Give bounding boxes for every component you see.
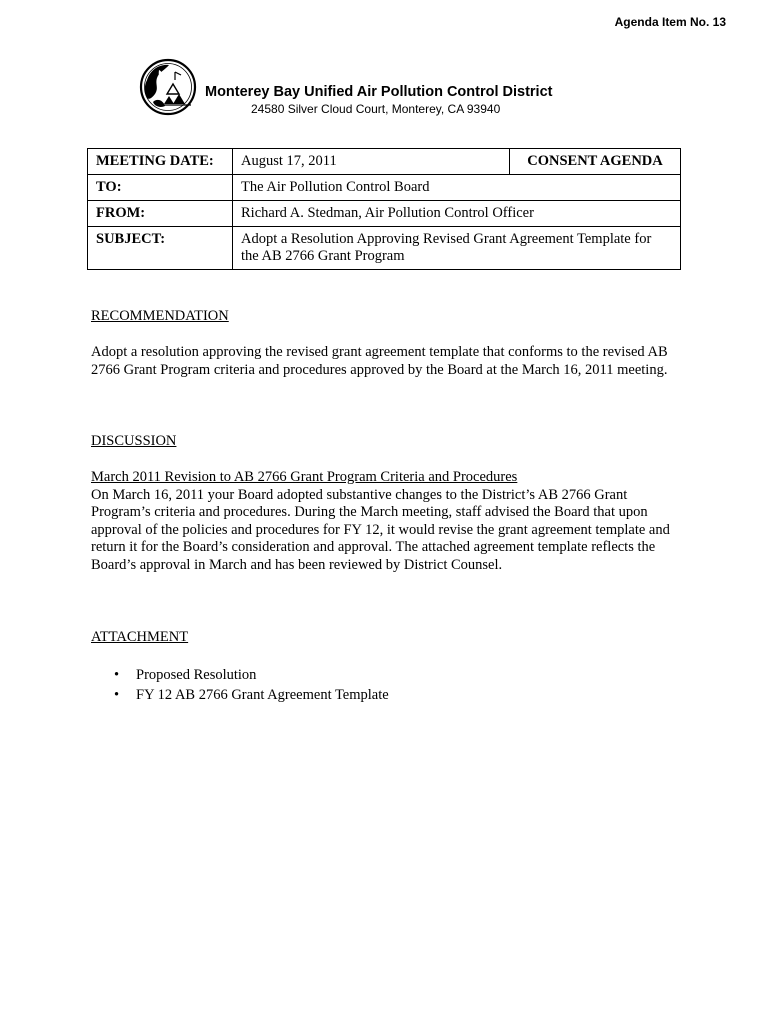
to-row [88, 175, 681, 201]
subject-row [88, 227, 681, 270]
agenda-item-number: Agenda Item No. 13 [614, 15, 726, 29]
meeting-date-row [88, 149, 681, 175]
attachment-list [91, 666, 389, 705]
memo-header-table [87, 148, 681, 270]
from-row [88, 201, 681, 227]
to-value: The Air Pollution Control Board [233, 175, 681, 201]
list-item: • FY 12 AB 2766 Grant Agreement Template [136, 686, 389, 706]
discussion-subheading: March 2011 Revision to AB 2766 Grant Program Criteria and Procedures [91, 469, 518, 485]
agenda-type: CONSENT AGENDA [510, 149, 681, 175]
from-value: Richard A. Stedman, Air Pollution Control Officer [233, 201, 681, 227]
district-seal-icon [139, 58, 197, 116]
discussion-text: On March 16, 2011 your Board adopted substantive changes to the District’s AB 2766 Grant Program’s criteria and procedures. During the March meeting, staff advised the Board that upon approval of the policies and procedures for FY 12, it would revise the grant agreement template and return it for the Board’s consideration and approval. The attached agreement template reflects the Board’s approval in March and has been reviewed by District Counsel. [91, 486, 670, 573]
meeting-date-label: MEETING DATE: [88, 149, 233, 175]
organization-address: 24580 Silver Cloud Court, Monterey, CA 93940 [251, 102, 501, 116]
discussion-heading: DISCUSSION [91, 433, 177, 449]
meeting-date-value: August 17, 2011 [233, 149, 510, 175]
organization-name: Monterey Bay Unified Air Pollution Control District [205, 84, 553, 100]
subject-label: SUBJECT: [88, 227, 233, 270]
from-label: FROM: [88, 201, 233, 227]
recommendation-text: Adopt a resolution approving the revised grant agreement template that conforms to the revised AB 2766 Grant Program criteria and procedures approved by the Board at the March 16, 2011 meeting. [91, 344, 668, 378]
discussion-section [91, 469, 681, 575]
letterhead [139, 58, 599, 124]
list-item: • Proposed Resolution [136, 666, 389, 686]
attachment-heading: ATTACHMENT [91, 629, 189, 645]
to-label: TO: [88, 175, 233, 201]
subject-value: Adopt a Resolution Approving Revised Grant Agreement Template for the AB 2766 Grant Program [233, 227, 681, 270]
recommendation-heading: RECOMMENDATION [91, 308, 229, 324]
